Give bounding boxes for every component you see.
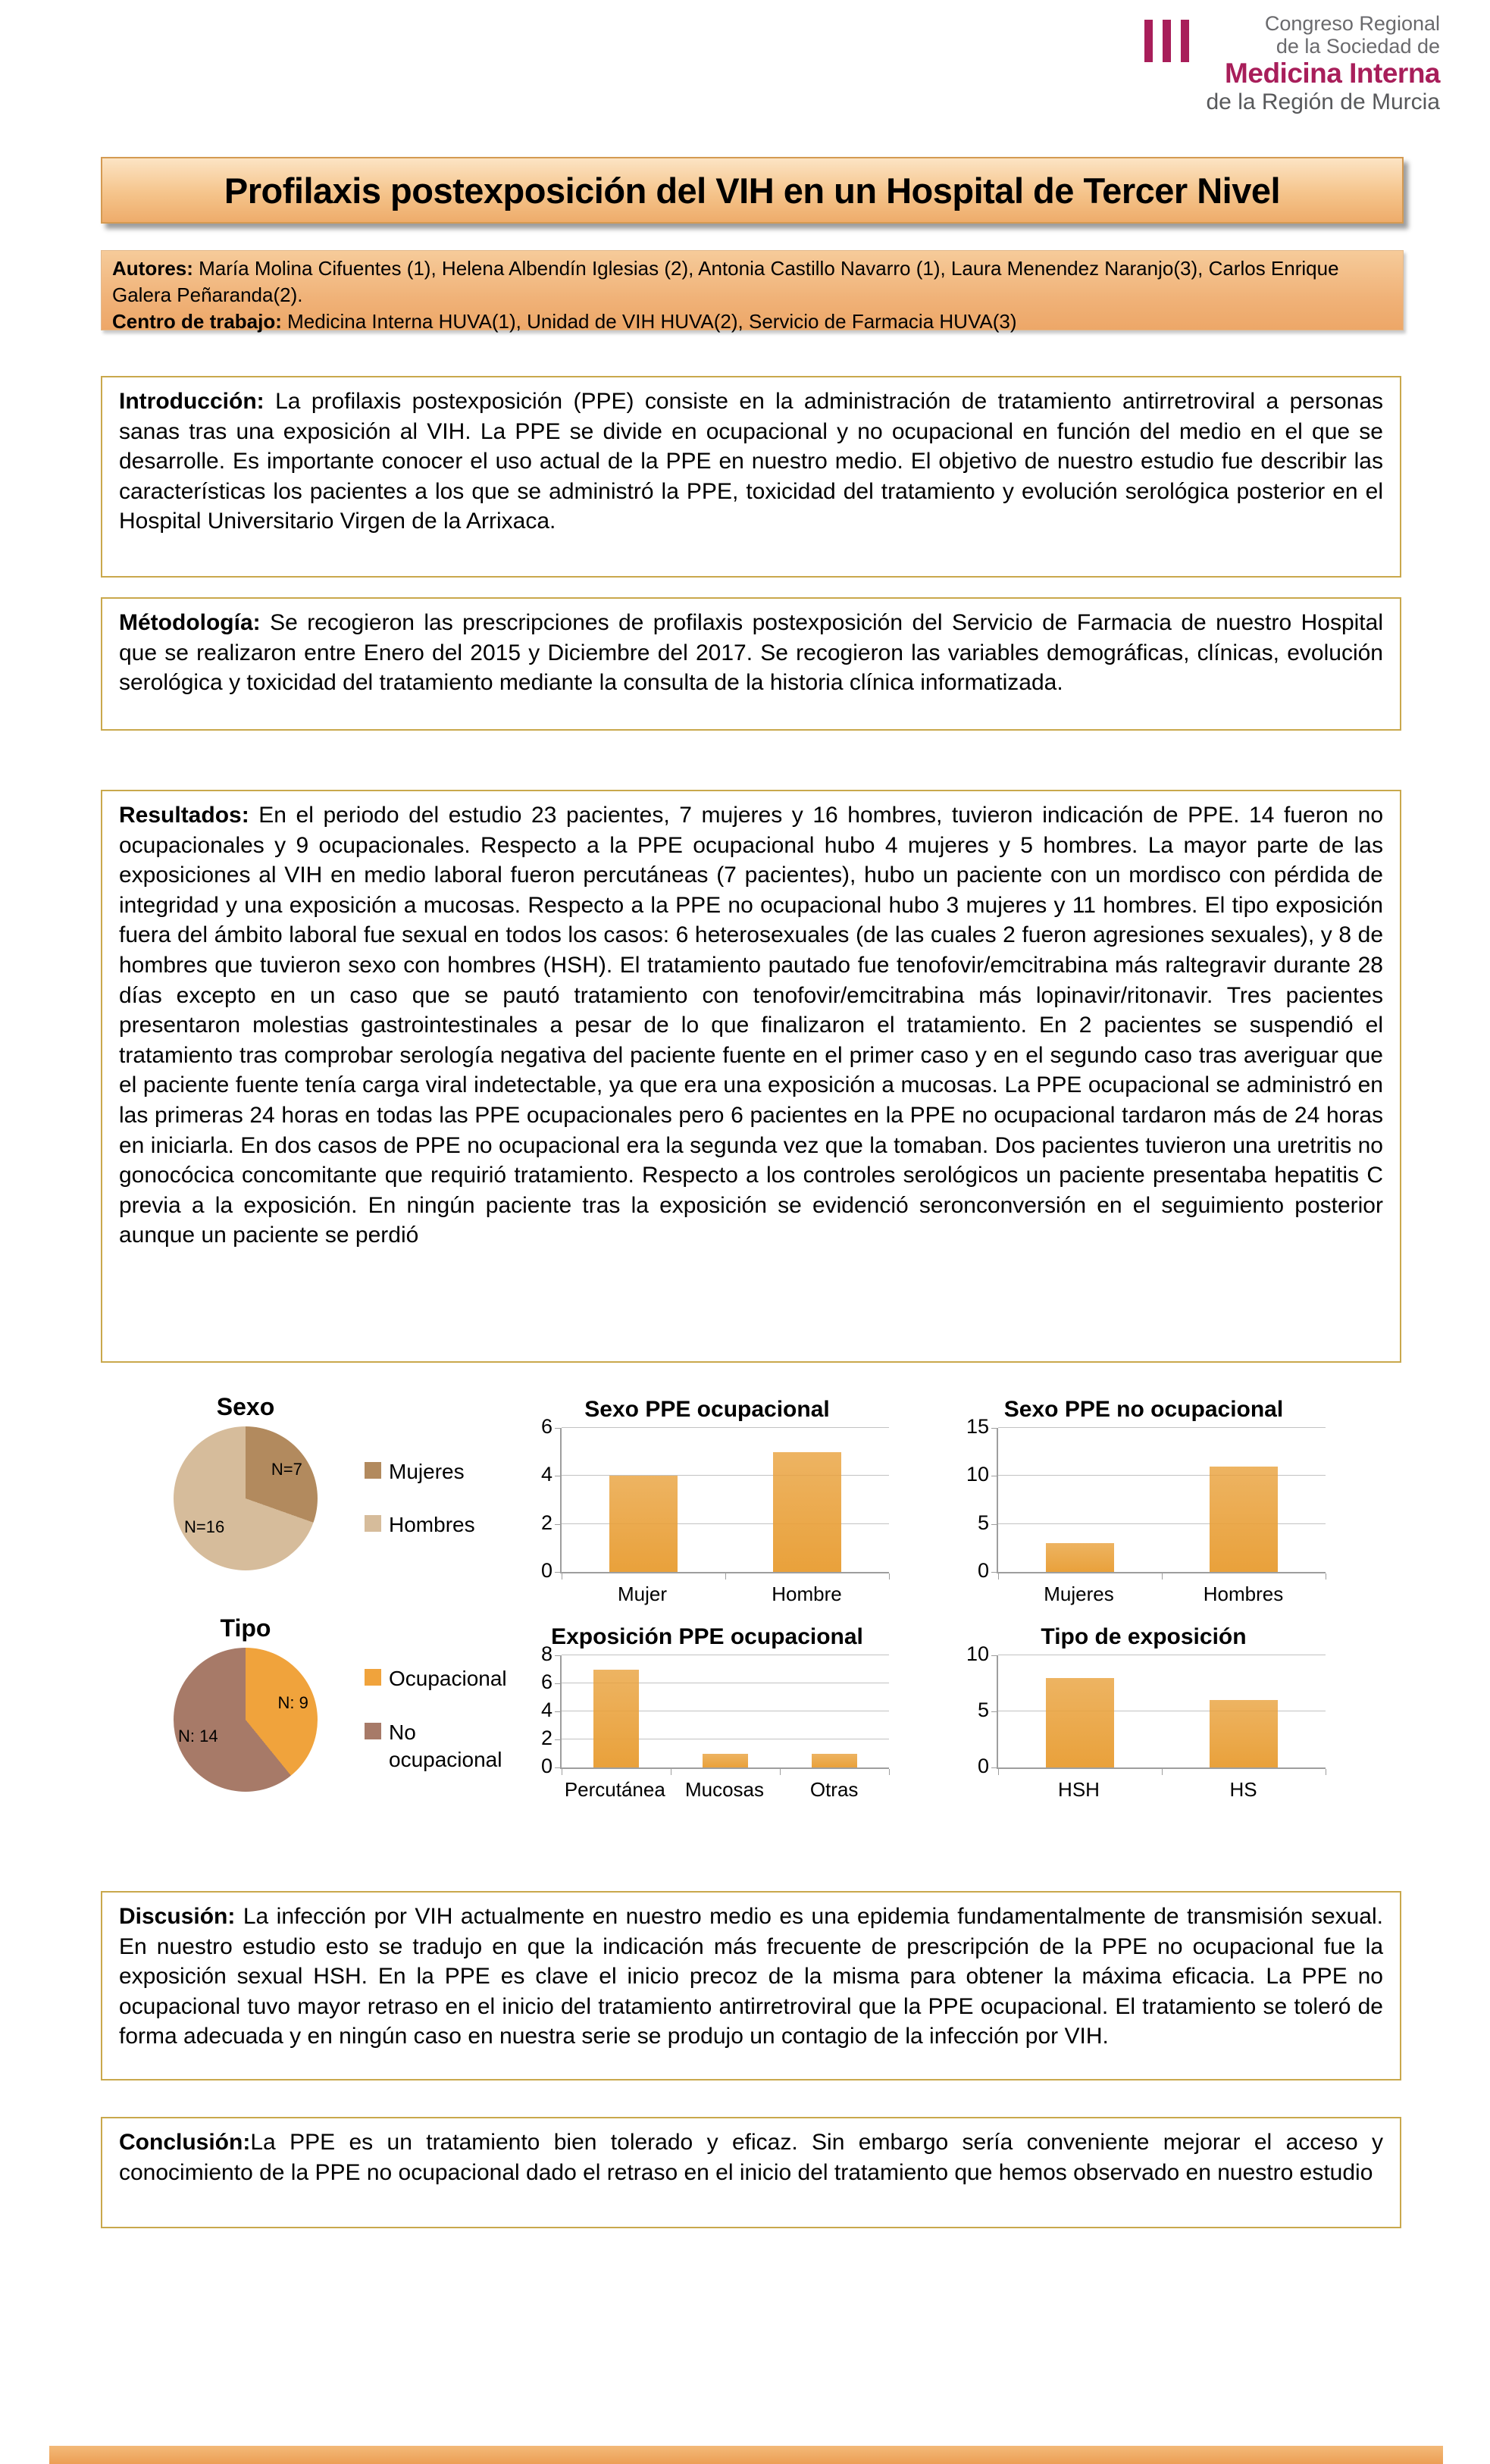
plot-area bbox=[997, 1655, 1326, 1769]
congress-logo bbox=[1144, 12, 1440, 115]
legend-swatch-icon bbox=[365, 1669, 381, 1686]
logo-line2: de la Sociedad de bbox=[1276, 35, 1440, 58]
x-axis-tick bbox=[998, 1769, 999, 1775]
chart-sexo-pie bbox=[128, 1393, 537, 1570]
logo-line1: Congreso Regional bbox=[1264, 12, 1440, 35]
y-axis-tick-label: 4 bbox=[540, 1699, 552, 1721]
chart-body bbox=[962, 1415, 1326, 1582]
authors-line bbox=[112, 255, 1392, 308]
pie-slice-label: N: 9 bbox=[277, 1692, 308, 1712]
chart-title: Tipo de exposición bbox=[1041, 1624, 1247, 1649]
workcenter-label: Centro de trabajo: bbox=[112, 310, 282, 333]
logo-line4: de la Región de Murcia bbox=[1206, 89, 1440, 114]
y-axis-tick bbox=[555, 1572, 561, 1573]
y-axis-tick-label: 0 bbox=[977, 1559, 989, 1582]
pie-graphic bbox=[174, 1648, 318, 1792]
chart-title: Tipo bbox=[220, 1614, 271, 1642]
chart-sexo-ppe-ocupacional bbox=[525, 1395, 889, 1606]
y-axis-tick-label: 10 bbox=[966, 1463, 989, 1486]
x-axis-labels bbox=[560, 1583, 889, 1606]
section-text: Se recogieron las prescripciones de profilaxis postexposición del Servicio de Farmacia de nuestro Hospital que se realizaron entre Enero del 2015 y Diciembre del 2017. Se recogieron las variables demográficas, clínicas, evolución serológica y toxicidad del tratamiento mediante la consulta de la historia clínica informatizada. bbox=[119, 610, 1383, 696]
section-resultados bbox=[101, 790, 1401, 1363]
section-label: Métodología: bbox=[119, 610, 261, 635]
legend-item bbox=[365, 1511, 475, 1539]
chart-tipo-pie bbox=[128, 1614, 537, 1792]
pie-wrap bbox=[174, 1648, 318, 1792]
workcenter-text: Medicina Interna HUVA(1), Unidad de VIH HUVA(2), Servicio de Farmacia HUVA(3) bbox=[281, 310, 1017, 333]
legend bbox=[365, 1458, 475, 1539]
pie-wrap bbox=[174, 1426, 318, 1570]
pie-slice-label: N=16 bbox=[184, 1517, 225, 1537]
y-axis-tick bbox=[555, 1767, 561, 1768]
y-axis-tick-label: 6 bbox=[540, 1670, 552, 1693]
y-axis-tick-label: 0 bbox=[540, 1755, 552, 1777]
legend-label: Ocupacional bbox=[389, 1667, 507, 1691]
bar bbox=[773, 1452, 842, 1572]
logo-bars-icon bbox=[1144, 20, 1189, 62]
y-axis-tick-label: 6 bbox=[540, 1415, 552, 1438]
section-label: Discusión: bbox=[119, 1904, 236, 1929]
logo-bar-icon bbox=[1181, 20, 1189, 62]
x-axis-category-label: Percutánea bbox=[564, 1778, 665, 1801]
charts-area bbox=[101, 1372, 1401, 1864]
bar bbox=[609, 1476, 678, 1572]
x-axis-category-label: Hombre bbox=[772, 1583, 842, 1605]
y-axis-tick bbox=[555, 1524, 561, 1525]
plot-area bbox=[560, 1655, 889, 1769]
page-title: Profilaxis postexposición del VIH en un Hospital de Tercer Nivel bbox=[224, 170, 1281, 211]
x-axis-tick bbox=[889, 1769, 890, 1775]
x-axis-tick bbox=[725, 1573, 726, 1580]
section-conclusion bbox=[101, 2117, 1401, 2228]
y-axis bbox=[962, 1415, 997, 1582]
section-discusion bbox=[101, 1891, 1401, 2080]
chart-title: Sexo PPE ocupacional bbox=[584, 1397, 830, 1422]
bar bbox=[1046, 1543, 1115, 1572]
y-axis-tick bbox=[991, 1524, 997, 1525]
chart-title: Sexo PPE no ocupacional bbox=[1003, 1397, 1284, 1422]
authors-box bbox=[101, 250, 1404, 333]
y-axis-tick-label: 2 bbox=[540, 1727, 552, 1749]
bar bbox=[1210, 1467, 1279, 1572]
bar bbox=[703, 1754, 748, 1768]
y-axis-tick bbox=[555, 1739, 561, 1740]
chart-title: Exposición PPE ocupacional bbox=[551, 1624, 863, 1649]
y-axis-tick bbox=[991, 1655, 997, 1656]
section-text: La PPE es un tratamiento bien tolerado y eficaz. Sin embargo sería conveniente mejorar el acceso y conocimiento de la PPE no ocupacional dado el retraso en el inicio del tratamiento que hemos observado en nuestro estudio bbox=[119, 2130, 1383, 2185]
y-axis-tick-label: 15 bbox=[966, 1415, 989, 1438]
y-axis-tick bbox=[555, 1428, 561, 1429]
chart-body bbox=[525, 1415, 889, 1582]
x-axis-category-label: Mujeres bbox=[1044, 1583, 1114, 1605]
logo-bar-icon bbox=[1144, 20, 1153, 62]
x-axis-labels bbox=[997, 1583, 1326, 1606]
section-label: Resultados: bbox=[119, 803, 249, 828]
x-axis-tick bbox=[998, 1573, 999, 1580]
chart-body bbox=[128, 1648, 537, 1792]
x-axis-tick bbox=[1162, 1769, 1163, 1775]
legend-item bbox=[365, 1665, 521, 1692]
section-text: La profilaxis postexposición (PPE) consiste en la administración de tratamiento antirretroviral a personas sanas tras una exposición al VIH. La PPE se divide en ocupacional y no ocupacional en función del medio en el que se desarrolle. Es importante conocer el uso actual de la PPE en nuestro medio. El objetivo de nuestro estudio fue describir las características los pacientes a los que se administró la PPE, toxicidad del tratamiento y evolución serológica posterior en el Hospital Universitario Virgen de la Arrixaca. bbox=[119, 389, 1383, 534]
x-axis-labels bbox=[560, 1778, 889, 1802]
legend-swatch-icon bbox=[365, 1515, 381, 1532]
section-label: Introducción: bbox=[119, 389, 265, 414]
y-axis-tick-label: 0 bbox=[977, 1755, 989, 1777]
y-axis-tick bbox=[991, 1767, 997, 1768]
logo-line3: Medicina Interna bbox=[1225, 58, 1440, 89]
section-label: Conclusión: bbox=[119, 2130, 251, 2155]
gridline bbox=[562, 1427, 889, 1428]
bar bbox=[1046, 1678, 1115, 1767]
workcenter-line bbox=[112, 308, 1392, 335]
y-axis-tick-label: 5 bbox=[977, 1511, 989, 1534]
x-axis-category-label: Otras bbox=[809, 1778, 859, 1801]
section-introduccion bbox=[101, 376, 1401, 578]
bar bbox=[593, 1670, 639, 1768]
x-axis-tick bbox=[780, 1769, 781, 1775]
legend-item bbox=[365, 1458, 475, 1486]
y-axis-tick-label: 0 bbox=[540, 1559, 552, 1582]
y-axis-tick-label: 5 bbox=[977, 1699, 989, 1721]
x-axis-category-label: HS bbox=[1229, 1778, 1257, 1801]
plot-area bbox=[560, 1428, 889, 1573]
pie-slice-label: N=7 bbox=[271, 1459, 302, 1479]
chart-body bbox=[128, 1426, 537, 1570]
y-axis-tick bbox=[555, 1711, 561, 1712]
legend-item bbox=[365, 1719, 521, 1774]
y-axis-tick-label: 10 bbox=[966, 1642, 989, 1665]
x-axis-category-label: Hombres bbox=[1203, 1583, 1284, 1605]
bar bbox=[1210, 1700, 1279, 1767]
plot-area bbox=[997, 1428, 1326, 1573]
x-axis-labels bbox=[997, 1778, 1326, 1802]
legend-label: No ocupacional bbox=[389, 1720, 502, 1772]
pie-slice-label: N: 14 bbox=[178, 1727, 218, 1746]
authors-text: María Molina Cifuentes (1), Helena Albendín Iglesias (2), Antonia Castillo Navarro (1), Laura Menendez Naranjo(3), Carlos Enrique Galera Peñaranda(2). bbox=[112, 257, 1339, 307]
logo-text bbox=[1206, 12, 1440, 115]
section-text: En el periodo del estudio 23 pacientes, 7 mujeres y 16 hombres, tuvieron indicación de PPE. 14 fueron no ocupacionales y 9 ocupacionales. Respecto a la PPE ocupacional hubo 4 mujeres y 5 hombres. La mayor parte de las exposiciones al VIH en medio laboral fueron percutáneas (7 pacientes), hubo un paciente con un mordisco con pérdida de integridad y una exposición a mucosas. Respecto a la PPE no ocupacional hubo 3 mujeres y 11 hombres. El tipo exposición fuera del ámbito laboral fue sexual en todos los casos: 6 heterosexuales (de las cuales 2 fueron agresiones sexuales), y 8 de hombres que tuvieron sexo con hombres (HSH). El tratamiento pautado fue tenofovir/emcitrabina más raltegravir durante 28 días excepto en un caso que se pautó tratamiento con tenofovir/emcitrabina más lopinavir/ritonavir. Tres pacientes presentaron molestias gastrointestinales a pesar de lo que finalizaron el tratamiento. En 2 pacientes se suspendió el tratamiento tras comprobar serología negativa del paciente fuente en el primer caso y en el segundo caso tras averiguar que el paciente fuente tenía carga viral indetectable, ya que era una exposición a mucosas. La PPE ocupacional se administró en las primeras 24 horas en todas las PPE ocupacionales pero 6 pacientes en la PPE no ocupacional tardaron más de 24 horas en iniciarla. En dos casos de PPE no ocupacional era la segunda vez que la tomaban. Dos pacientes tuvieron una uretritis no gonocócica concomitante que requirió tratamiento. Respecto a los controles serológicos un paciente presentaba hepatitis C previa a la exposición. En ningún paciente tras la exposición se evidenció seronconversión en el seguimiento posterior aunque un paciente se perdió bbox=[119, 803, 1383, 1248]
logo-bar-icon bbox=[1163, 20, 1171, 62]
section-text: La infección por VIH actualmente en nuestro medio es una epidemia fundamentalmente de transmisión sexual. En nuestro estudio esto se tradujo en que la indicación más frecuente de prescripción de la PPE no ocupacional fue la exposición sexual HSH. En la PPE es clave el inicio precoz de la misma para obtener la máxima eficacia. La PPE no ocupacional tuvo mayor retraso en el inicio del tratamiento antirretroviral que la PPE ocupacional. El tratamiento se toleró de forma adecuada y en ningún caso en nuestra serie se produjo un contagio de la infección por VIH. bbox=[119, 1904, 1383, 2049]
x-axis-category-label: Mucosas bbox=[684, 1778, 764, 1801]
bar bbox=[812, 1754, 857, 1768]
footer-bar bbox=[49, 2446, 1443, 2464]
x-axis-tick bbox=[889, 1573, 890, 1580]
legend-label: Mujeres bbox=[389, 1459, 465, 1483]
section-metodologia bbox=[101, 597, 1401, 731]
y-axis-tick-label: 4 bbox=[540, 1463, 552, 1486]
y-axis-tick bbox=[991, 1711, 997, 1712]
y-axis-tick-label: 8 bbox=[540, 1642, 552, 1665]
chart-title: Sexo bbox=[216, 1393, 275, 1420]
y-axis bbox=[525, 1415, 560, 1582]
chart-body bbox=[962, 1642, 1326, 1777]
y-axis-tick bbox=[991, 1572, 997, 1573]
x-axis-category-label: HSH bbox=[1058, 1778, 1100, 1801]
y-axis-tick bbox=[555, 1655, 561, 1656]
legend bbox=[365, 1665, 521, 1774]
gridline bbox=[998, 1427, 1326, 1428]
y-axis-tick bbox=[991, 1428, 997, 1429]
chart-exposicion-ppe-ocupacional bbox=[525, 1622, 889, 1802]
authors-label: Autores: bbox=[112, 257, 193, 280]
chart-tipo-de-exposicion bbox=[962, 1622, 1326, 1802]
x-axis-tick bbox=[1162, 1573, 1163, 1580]
y-axis-tick-label: 2 bbox=[540, 1511, 552, 1534]
chart-body bbox=[525, 1642, 889, 1777]
x-axis-category-label: Mujer bbox=[617, 1583, 667, 1605]
chart-sexo-ppe-no-ocupacional bbox=[962, 1395, 1326, 1606]
legend-swatch-icon bbox=[365, 1462, 381, 1479]
legend-swatch-icon bbox=[365, 1723, 381, 1739]
y-axis-tick bbox=[555, 1683, 561, 1684]
pie-graphic bbox=[174, 1426, 318, 1570]
legend-label: Hombres bbox=[389, 1513, 475, 1536]
title-banner bbox=[101, 157, 1404, 224]
